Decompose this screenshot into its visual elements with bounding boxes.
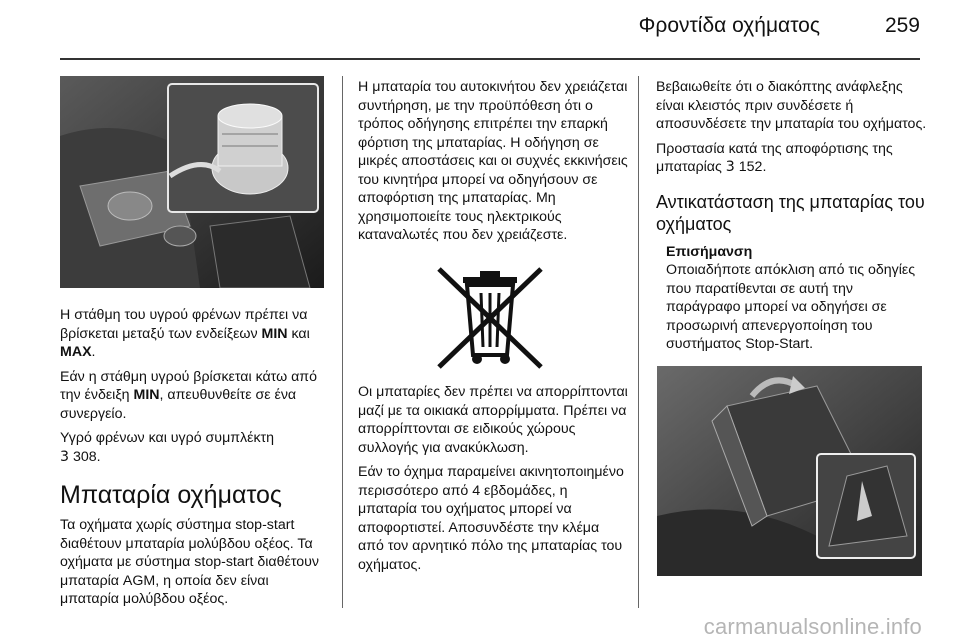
page-reference-icon: 3 bbox=[725, 159, 735, 175]
battery-replacement-heading: Αντικατάσταση της μπαταρίας του οχήματος bbox=[656, 191, 925, 234]
watermark: carmanualsonline.info bbox=[703, 614, 922, 639]
page-reference-link[interactable]: 152. bbox=[738, 159, 767, 175]
battery-cover-image bbox=[657, 366, 922, 576]
column-right bbox=[656, 78, 931, 354]
storage-paragraph: Εάν το όχημα παραμείνει ακινητοποιημένο περισσότερο από 4 εβδομάδες, η μπαταρία του οχήματος μπορεί να αποφορτιστεί. Αποσυνδέστε την κλέμα από τον αρνητικό πόλο της μπαταρίας του οχήματος. bbox=[358, 464, 624, 573]
header-rule bbox=[60, 58, 920, 60]
column-left bbox=[60, 306, 330, 615]
min-mark: MIN bbox=[261, 325, 288, 342]
discharge-protection-paragraph bbox=[656, 140, 931, 177]
max-mark: MAX bbox=[60, 344, 92, 360]
disposal-paragraph: Οι μπαταρίες δεν πρέπει να απορρίπτονται μαζί με τα οικιακά απορρίμματα. Πρέπει να απορρίπτονται σε ειδικούς χώρους συλλογής για ανακύκλωση. bbox=[358, 384, 628, 456]
text-segment: , απευθυνθείτε σε ένα συνεργείο. bbox=[60, 387, 297, 422]
column-middle bbox=[358, 78, 628, 251]
crossed-bin-icon bbox=[425, 263, 555, 373]
column-divider-left bbox=[342, 76, 343, 608]
page-reference-icon: 3 bbox=[60, 448, 70, 465]
brake-fluid-level-paragraph bbox=[60, 306, 330, 362]
battery-type-paragraph: Τα οχήματα χωρίς σύστημα stop-start διαθέτουν μπαταρία μολύβδου οξέος. Τα οχήματα με σύστημα stop-start διαθέτουν μπαταρία AGM, η οποία δεν είναι μπαταρία μολύβδου οξέος. bbox=[60, 517, 319, 607]
text-segment: . bbox=[91, 344, 96, 360]
min-mark: MIN bbox=[133, 387, 160, 403]
page-header-title: Φροντίδα οχήματος bbox=[638, 14, 820, 37]
page-reference-link[interactable]: 308. bbox=[72, 448, 101, 465]
notice-body: Οποιαδήποτε απόκλιση από τις οδηγίες που παρατίθενται σε αυτή την παράγραφο μπορεί να οδηγήσει σε προσωρινή απενεργοποίηση του συστήματος Stop-Start. bbox=[666, 262, 916, 352]
text-segment: Προστασία κατά της αποφόρτισης της μπαταρίας bbox=[656, 140, 893, 175]
battery-section-heading: Μπαταρία οχήματος bbox=[60, 481, 282, 509]
ignition-paragraph: Βεβαιωθείτε ότι ο διακόπτης ανάφλεξης είναι κλειστός πριν συνδέσετε ή αποσυνδέσετε την μπαταρία του οχήματος. bbox=[656, 79, 927, 132]
text-segment: και bbox=[287, 325, 310, 342]
text-segment: Η στάθμη του υγρού φρένων πρέπει να βρίσκεται μεταξύ των ενδείξεων bbox=[60, 307, 308, 342]
column-divider-right bbox=[638, 76, 639, 608]
page-number: 259 bbox=[884, 14, 920, 37]
below-min-paragraph bbox=[60, 368, 330, 424]
text-segment: Υγρό φρένων και υγρό συμπλέκτη bbox=[60, 430, 275, 446]
fluid-reference-paragraph bbox=[60, 429, 330, 466]
battery-maintenance-paragraph: Η μπαταρία του αυτοκινήτου δεν χρειάζεται συντήρηση, με την προϋπόθεση ότι ο τρόπος οδήγησης επιτρέπει την επαρκή φόρτιση της μπαταρίας. Η οδήγηση σε μικρές αποστάσεις και οι συχνές εκκινήσεις του κινητήρα μπορεί να οδηγήσουν σε αποφόρτιση της μπαταρίας. Μη χρησιμοποιείτε τους ηλεκτρικούς καταναλωτές που δεν χρειάζεστε. bbox=[358, 79, 628, 243]
column-middle-lower bbox=[358, 383, 628, 580]
text-segment: Εάν η στάθμη υγρού βρίσκεται κάτω από την ένδειξη bbox=[60, 368, 317, 403]
notice-title: Επισήμανση bbox=[666, 243, 753, 260]
brake-fluid-reservoir-image bbox=[60, 76, 324, 288]
notice-box bbox=[656, 243, 931, 354]
